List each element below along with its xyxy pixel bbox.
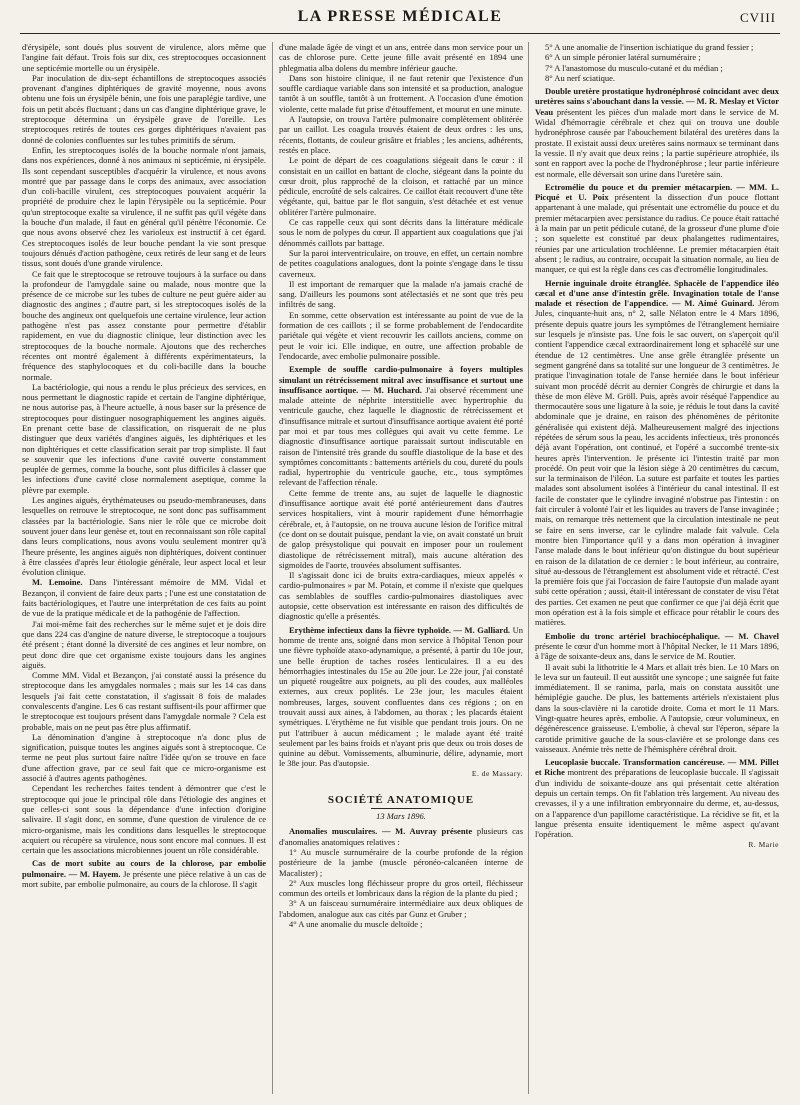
paragraph: Le point de départ de ces coagulations siégeait dans le cœur : il consistait en un caillot en battant de cloche, siégeant dans la pointe du cœur droit, plus rapproché de la cloison, et rattaché par un mince pédicule, encroûté de sels calcaires. Ce caillot était recouvert d'une tête végétante, qui, battue par le flot sanguin, s'est détachée et est venue oblitérer l'artère pulmonaire. bbox=[279, 155, 523, 217]
article-heading bbox=[279, 826, 523, 847]
section-date: 13 Mars 1896. bbox=[376, 811, 426, 822]
signature: R. Marie bbox=[748, 839, 779, 849]
anomaly-list-continued bbox=[535, 42, 779, 83]
paragraph: Cependant les recherches faites tendent à démontrer que c'est le streptocoque qui joue le principal rôle dans l'étiologie des angines et que celles-ci sont sous la dépendance d'une infection d'origine salivaire. Il s'agit donc, en somme, d'une question de virulence de ce micro-organisme, mais les conditions dans lesquelles le streptocoque acquiert ou récupère sa virulence, nous sont encore mal connues. Il est certain que les associations microbiennes jouent un rôle considérable. bbox=[22, 783, 266, 856]
heading-author: — M. Galliard. bbox=[453, 624, 511, 635]
text-column-2 bbox=[279, 42, 523, 1094]
paragraph bbox=[22, 577, 266, 618]
paragraph-text: Je présente une pièce relative à un cas de mort subite, par embolie pulmonaire, au cours de la chlorose. Il s'agit bbox=[22, 868, 266, 890]
list-item: 5° A une anomalie de l'insertion ischiatique du grand fessier ; bbox=[545, 42, 754, 52]
journal-title: LA PRESSE MÉDICALE bbox=[297, 8, 503, 25]
column-divider-1 bbox=[272, 42, 273, 1094]
heading-author: — M. R. Meslay et Victor Veau bbox=[535, 96, 779, 117]
article-heading bbox=[22, 858, 266, 889]
paragraph: Ce cas rappelle ceux qui sont décrits dans la littérature médicale sous le nom de polypes du cœur. Il appartient aux coagulations que j'ai dénommés caillots par battage. bbox=[279, 217, 523, 248]
paragraph-text: Jérom Jules, cinquante-huit ans, n° 2, salle Nélaton entre le 4 Mars 1896, présente depuis quatre jours les symptômes de l'étranglement herniaire sur lesquels je n'insiste pas. Une fois le sac ouvert, on s'aperçoit qu'il contient l'appendice cæcal extraordinairement long et sphacélé sur une étendue de 12 centimètres. Une anse grêle étranglée présente un segment gangréné dans sa totalité sur une longueur de 3 centimètres. Je pratique l'invagination totale de l'anse herniée dans le bout inférieur suivant mon procédé décrit au dernier Congrès de chirurgie et dans la thèse de mon élève M. Gröll. Puis, après avoir réséqué l'appendice au thermocautère sous une ligature à la soie, je réduis le tout dans la cavité abdominale que je draine, en raison des phénomènes de péritonite généralisée qui existent déjà. Malheureusement malgré des injections répétées de sérum sous la peau, les accidents infectieux, très prononcés déjà avant l'opération, ont continué, et l'opéré a succombé trente-six heures après l'intervention. Je présente ici l'intestin traité par mon procédé. On peut voir que la lésion siège à 20 centimètres du cæcum, sur la terminaison de l'iléon. La suture est parfaite et toutes les parties malades sont absolument isolées à l'intérieur du canal intestinal. Il est facile de constater que le cylindre invaginé n'obstrue pas l'intestin : on fait circuler à volonté l'air et les liquides au travers de l'anse invaginée ; mais, on remarque très nettement que la circulation intestinale ne peut se faire en sens inverse, car le cylindre malade fait valvule. Cela montre bien l'importance qu'il y a dans mon opération à invaginer l'anse malade dans le bout inférieur qu'on distingue du bout supérieur en raison de la dilatation de ce dernier : le bout inférieur, au contraire, situé au-dessous de l'étranglement est absolument vide et rétracté. C'est la première fois que j'ai l'occasion de faire l'autopsie d'un malade ayant subi cette opération ; aussi, était-il intéressant de constater de visu l'état des parties. Cet examen ne peut que confirmer ce que j'ai déjà écrit que mon opération est à la fois simple et efficace pour rétablir le cours des matières. bbox=[535, 298, 779, 628]
heading-author: — MM. Pillet et Riche bbox=[535, 757, 779, 778]
heading-title: Embolie du tronc artériel brachiocéphalique. bbox=[545, 630, 720, 641]
section-title: SOCIÉTÉ ANATOMIQUE bbox=[327, 794, 475, 807]
article-heading bbox=[535, 757, 779, 839]
list-item: 3° A un faisceau surnuméraire intermédiaire aux deux obliques de l'abdomen, analogue aux cas cités par Gunz et Gruber ; bbox=[279, 898, 523, 919]
article-heading bbox=[535, 182, 779, 275]
heading-author: — M. Chavel bbox=[724, 630, 779, 641]
paragraph: Ce fait que le streptocoque se retrouve toujours à la surface ou dans la profondeur de l'amygdale saine ou malade, nous montre que la présence de ce microbe sur les tubes de culture ne peut guère aider au diagnostic des angines ; d'autre part, si les streptocoques isolés de la bouche des angineux ont quelquefois une certaine virulence, leur action pathogène n'est pas assez constante pour permettre d'établir rapidement, en vue du diagnostic clinique, leur distinction avec les streptocoques de la bouche normale. Ajoutons que des recherches récentes ont montré également à différents expérimentateurs, la fréquence des staphylocoques et du coli-bacille dans la bouche normale. bbox=[22, 268, 266, 382]
paragraph: En somme, cette observation est intéressante au point de vue de la formation de ces caillots ; il se forme probablement de l'endocardite pariétale qui végète et vient recouvrir les caillots anciens, comme on peut le voir ici. Elle indique, en outre, une affection probable de l'endocarde, avec embolie pulmonaire possible. bbox=[279, 309, 523, 361]
list-item: 8° Au nerf sciatique. bbox=[545, 72, 615, 83]
header-rule bbox=[20, 33, 780, 34]
list-item: 6° A un simple péronier latéral surnuméraire ; bbox=[545, 52, 701, 63]
article-heading bbox=[535, 278, 779, 628]
list-item: 2° Aux muscles long fléchisseur propre du gros orteil, fléchisseur commun des orteils et lombricaux dans la région de la plante du pied ; bbox=[279, 877, 523, 899]
anomaly-list bbox=[279, 847, 523, 929]
article-heading bbox=[535, 86, 779, 179]
paragraph: d'érysipèle, sont doués plus souvent de virulence, alors même que l'angine fait défaut. Trois fois sur dix, ces streptocoques occasionnent une septicémie mortelle ou un érysipèle. bbox=[22, 42, 266, 73]
article-heading bbox=[279, 625, 523, 769]
paragraph: J'ai moi-même fait des recherches sur le même sujet et je dois dire que dans 224 cas d'angine de nature diverse, le streptocoque a toujours été présent ; étant donné la diversité de ces angines et leur nombre, on peut donc dire que cet organisme existe toujours dans les angines aiguës. bbox=[22, 618, 266, 670]
signature: E. de Massary. bbox=[471, 768, 523, 778]
list-item: 7° A l'anastomose du musculo-cutané et du médian ; bbox=[545, 62, 723, 73]
heading-title: Cas de mort subite au cours de la chlorose, par embolie pulmonaire. bbox=[22, 858, 266, 879]
text-column-3 bbox=[535, 42, 779, 1094]
paragraph: Cette femme de trente ans, au sujet de laquelle le diagnostic d'insuffisance aortique avait été porté antérieurement dans d'autres services hospitaliers, vint à mourir rapidement d'une hémorrhagie cérébrale, et, à l'autopsie, on ne trouva aucune lésion de l'orifice mitral (ce dont on se doutait puisque, pendant la vie, on avait constaté un bruit de galop présystolique qui pouvait en imposer pour un roulement diastolique de rétrécissement mitral), mais aucune altération des sigmoïdes de l'aorte, trouvées absolument suffisantes. bbox=[279, 487, 523, 570]
heading-author: — MM. L. Picqué et U. Poix bbox=[535, 181, 779, 203]
paragraph-text: présentent les pièces d'un malade mort dans le service de M. Widal d'hémorragie cérébrale et chez qui on trouva une double hydronéphrose causée par l'abouchement bilatéral des uretères dans la prostate. Il existait aussi deux uretères sains normaux se terminant dans la vessie. Il n'y avait que deux reins ; la partie supérieure atrophiée, ils sont en rapport avec la poche de l'hydronéphrose ; leur partie inférieure est normale, elle déversait son urine dans l'uretère sain. bbox=[535, 106, 779, 179]
heading-title: Hernie inguinale droite étranglée. Sphacèle de l'appendice iléo cæcal et d'une anse d'intestin grêle. Invagination totale de l'anse malade et résection de l'appendice. bbox=[535, 277, 779, 309]
paragraph: Il avait subi la lithotritie le 4 Mars et allait très bien. Le 10 Mars on le leva sur un fauteuil. Il eut aussitôt une syncope ; une saignée fut faite immédiatement. Il se ranima, parla, mais on constata aussitôt une hémiplégie gauche. De plus, les battements artériels n'existaient plus dans la sous-clavière ni la carotide droite. Coma et mort le 11 Mars. Vingt-quatre heures après, embolie. A l'autopsie, cœur volumineux, en dégénérescence graisseuse. L'embolie, à cheval sur l'éperon, sépare la carotide primitive gauche de la sous-clavière et se prolonge dans ces vaisseaux. Anémie très nette de l'hémisphère cérébral droit. bbox=[535, 661, 779, 754]
column-divider-2 bbox=[528, 42, 529, 1094]
list-item: 4° A une anomalie du muscle deltoïde ; bbox=[289, 919, 423, 930]
heading-title: Anomalies musculaires. bbox=[289, 826, 378, 837]
section-rule bbox=[371, 808, 431, 809]
heading-title: Exemple de souffle cardio-pulmonaire à foyers multiples simulant un rétrécissement mitral avec insuffisance et surtout une insuffisance aortique. bbox=[279, 364, 523, 395]
heading-title: Double uretère prostatique hydronéphrosé coïncidant avec deux uretères sains s'abouchant dans la vessie. bbox=[535, 86, 779, 107]
paragraph: Il est important de remarquer que la malade n'a jamais craché de sang. D'ailleurs les poumons sont atélectasiés et ne sont que très peu infiltrés de sang. bbox=[279, 278, 523, 310]
heading-title: Leucoplasie buccale. Transformation cancéreuse. bbox=[545, 757, 725, 768]
speaker-name: M. Lemoine. bbox=[32, 577, 83, 588]
paragraph: Les angines aiguës, érythémateuses ou pseudo-membraneuses, dans lesquelles on retrouve le streptocoque, ne sont donc pas suffisamment classées par la bactériologie. Sans nier le rôle que ce microbe doit souvent jouer dans leur genèse et, tout en reconnaissant son rôle capital dans leurs complications, nous avons voulu seulement montrer qu'à l'heure présente, les angines aiguës non diphtériques, doivent continuer à être classées d'après leur étiologie générale, leur aspect local et leur évolution clinique. bbox=[22, 495, 266, 578]
article-heading bbox=[279, 364, 523, 488]
paragraph: Par inoculation de dix-sept échantillons de streptocoques associés provenant d'angines diphtériques de gravité moyenne, nous avons obtenu une fois un érysipèle bénin, une fois une paraplégie tardive, une fois un petit abcès fluctuant ; dans un cas d'angine diphtérique grave, le streptocoque détermina un érysipèle grave de l'oreille. Les streptocoques retirés de toutes ces gorges diphtériques n'avaient pas donné de colonies confluentes sur les tubes primitifs de sérum. bbox=[22, 72, 266, 145]
paragraph: Comme MM. Vidal et Bezançon, j'ai constaté aussi la présence du streptocoque dans les amygdales normales ; mais sur les 14 cas dans lesquels j'ai fait cette constatation, il s'agissait 8 fois de malades convalescents d'angine. Les 6 cas restant suffisent-ils pour affirmer que le streptocoque est toujours présent dans l'amygdale normale ? Cela est probable, mais on ne peut pas être plus affirmatif. bbox=[22, 670, 266, 732]
paragraph: Il s'agissait donc ici de bruits extra-cardiaques, mieux appelés « cardio-pulmonaires » par M. Potain, et comme il n'existe que quelques cas semblables de souffles cardio-pulmonaires diastoliques avec autopsie, cette observation est intéressante en raison des difficultés de diagnostic qu'elle a présentés. bbox=[279, 570, 523, 622]
paragraph: d'une malade âgée de vingt et un ans, entrée dans mon service pour un cas de chlorose pure. Cette jeune fille avait présenté en 1894 une phlegmatia alba dolens du membre inférieur gauche. bbox=[279, 42, 523, 73]
paragraph-text: Un homme de trente ans, soigné dans mon service à l'hôpital Tenon pour une fièvre typhoïde ataxo-adynamique, a présenté, à partir du 10e jour, une belle éruption de taches rosées lenticulaires. Il a eu des hémorrhagies intestinales du 15e au 20e jour. Le 22e jour, j'ai constaté un piqueté rougeâtre aux poignets, au pli des coudes, aux malléoles externes, aux creux poplités. Le 23e jour, les macules étaient nombreuses, larges, souvent confluentes dans ces régions ; on en trouvait aussi aux aines, à l'abdomen, au thorax ; les placards étaient symétriques. L'érythème ne fut visible que pendant trois jours. On ne put l'attribuer à aucun médicament ; le malade ayant été traité seulement par les bains froids et n'ayant pris que deux ou trois doses de quinine au début. Vomissements, albuminurie, délire, adynamie, mort le 38e jour. Pas d'autopsie. bbox=[279, 624, 523, 769]
article-heading bbox=[535, 631, 779, 662]
list-item: 1° Au muscle surnuméraire de la courbe profonde de la région postérieure de la jambe (muscle péronéo-calcanéen interne de Macalister) ; bbox=[279, 846, 523, 878]
paragraph-text: Dans l'intéressant mémoire de MM. Vidal et Bezançon, il convient de faire deux parts ; l'une est une constatation de faits bactériologiques, et l'autre une interprétation de ces faits au point de vue de la pratique médicale et de la pathogénie de l'affection. bbox=[22, 577, 266, 619]
paragraph: A l'autopsie, on trouva l'artère pulmonaire complètement oblitérée par un caillot. Les coagula trouvés étaient de deux ordres : les uns, récents, flottants, de couleur grisâtre et friables ; les anciens, adhérents, restés en place. bbox=[279, 114, 523, 155]
paragraph: La dénomination d'angine à streptocoque n'a donc plus de signification, puisque toutes les angines aiguës sont à streptocoque. Ce terme ne peut plus surtout faire naître l'idée qu'on se trouve en face d'une affection grave, par ce seul fait que ce micro-organisme est associé à d'autres agents pathogènes. bbox=[22, 731, 266, 784]
paragraph-text: présente le cœur d'un homme mort à l'hôpital Necker, le 11 Mars 1896, à l'âge de soixante-deux ans, dans le service de M. Routier. bbox=[535, 640, 779, 662]
paragraph-text: montrent des préparations de leucoplasie buccale. Il s'agissait d'un individu de soixante-douze ans qui présentait cette altération depuis un certain temps. On fit l'ablation très largement. Au niveau des crevasses, il y a une infiltration embryonnaire du derme, et, au-dessus, on a l'apparence d'un papillome caractéristique. La récidive se fit, et la langue présenta ensuite identiquement le même aspect qu'avant l'opération. bbox=[535, 767, 779, 840]
page-folio: CVIII bbox=[739, 10, 776, 25]
paragraph-text: présentent la dissection d'un pouce flottant appartenant à une malade, qui présentait une ectromélie du pouce et du premier métacarpien avec persistance du radius. Ce pouce était rattaché à la main par un petit pédicule cutané, de la grosseur d'une plume d'oie ; son squelette est constitué par deux phalangettes rudimentaires, réunies par une articulation trochléenne. Le premier métacarpien était absent ; le radius, au contraire, occupait la situation normale, au lieu de manquer, ce qui est la règle dans ces cas d'ectromélie longitudinales. bbox=[535, 192, 779, 275]
paragraph: Dans son histoire clinique, il ne faut retenir que l'existence d'un souffle cardiaque variable dans son intensité et sa production, analogue tantôt à un souffle, tantôt à un frottement. A l'occasion d'une émotion violente, cette malade fut prise d'étouffement, et mourut en une minute. bbox=[279, 72, 523, 114]
paragraph-text: J'ai observé récemment une malade atteinte de néphrite interstitielle avec hypertrophie du ventricule gauche, chez laquelle le diagnostic de rétrécissement et d'insuffisance mitrale et surtout d'insuffisance aortique avaient été porté par moi et par tous mes collègues qui avait vu cette femme. Le diagnostic d'insuffisance aortique paraissait surtout indiscutable en raison de l'intensité très grande du souffle diastolique de la base et des symptômes concomittants : battements artériels du cou, dureté du pouls radial, hypertrophie du ventricule gauche, etc., tous symptômes relevant de l'affection rénale. bbox=[279, 384, 523, 488]
paragraph: La bactériologie, qui nous a rendu le plus précieux des services, en nous permettant le diagnostic rapide et certain de l'angine diphtérique, ne nous autorise pas, à l'heure actuelle, à nous baser sur la présence de streptocoques pour distinguer nosographiquement les angines aiguës. En prenant cette base de classification, on risquerait de ne plus distinguer que deux variétés d'angines aiguës, les diphtériques et les non diphtériques et cette classification serait par trop simpliste. Il faut se souvenir que les infections d'une cavité ouverte constamment peuplée de germes, comme la bouche, sont plus difficiles à classer que les infections d'une cavité close normalement aseptique, comme la plèvre par exemple. bbox=[22, 381, 266, 495]
heading-author: — M. Hayem. bbox=[68, 868, 121, 879]
heading-author: — M. Auvray présente bbox=[381, 826, 473, 837]
paragraph: Sur la paroi interventriculaire, on trouve, en effet, un certain nombre de petites coagulations analogues, dont la pointe s'engage dans le tissu caverneux. bbox=[279, 247, 523, 279]
text-column-1 bbox=[22, 42, 266, 1094]
page-header bbox=[20, 6, 780, 34]
paragraph-text: plusieurs cas d'anomalies anatomiques relatives : bbox=[279, 826, 523, 847]
paragraph: Enfin, les streptocoques isolés de la bouche normale n'ont jamais, dans nos expériences, donné à nos animaux ni septicémie, ni érysipèle. Ils sont cependant susceptibles d'acquérir la virulence, et nous avons montré que par passage dans le corps des animaux, avec association d'un coli-bacille virulent, ces streptocoques pouvaient acquérir la propriété de produire chez le lapin l'érysipèle ou la septicémie. Pour qu'un streptocoque exalte sa virulence, il ne suffit pas qu'il végète dans la bouche d'un malade, il faut en général qu'il pénètre l'économie. Ce que nous avons observé chez les varioleux est instructif à cet égard. Ces streptocoques isolés de leur bouche pendant la vie sont presque toujours dénués d'action pathogène, ceux retirés de leur sang et de leurs tissus, sont doués d'une grande virulence. bbox=[22, 144, 266, 269]
heading-author: — M. Aimé Guinard. bbox=[672, 298, 755, 309]
heading-author: — M. Huchard. bbox=[361, 384, 422, 395]
heading-title: Erythème infectieux dans la fièvre typhoïde. bbox=[289, 624, 451, 635]
heading-title: Ectromélie du pouce et du premier métacarpien. bbox=[545, 181, 733, 192]
